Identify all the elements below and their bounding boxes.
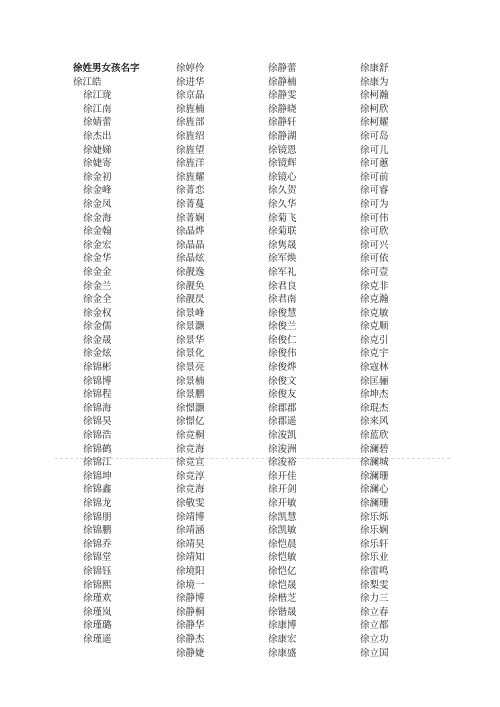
- name-entry: 徐匡骊: [360, 375, 389, 387]
- name-entry: 徐克宇: [360, 348, 389, 360]
- name-entry: 徐旌望: [176, 144, 205, 156]
- name-entry: 徐静蕾: [268, 63, 297, 74]
- name-entry: 徐金兰: [83, 280, 112, 292]
- name-entry: 徐景峰: [176, 307, 205, 319]
- name-entry: 徐澜心: [360, 484, 389, 496]
- name-entry: 徐锦浩: [83, 430, 112, 442]
- name-entry: 徐旌绍: [176, 130, 205, 142]
- name-entry: 徐锦龙: [83, 498, 112, 509]
- name-entry: 徐景灏: [176, 321, 205, 333]
- name-entry: 徐锦坤: [83, 470, 112, 482]
- name-entry: 徐景华: [176, 334, 205, 346]
- name-column-4: [360, 62, 389, 660]
- name-entry: 徐蓝欣: [360, 430, 389, 442]
- name-entry: 徐境阳: [176, 565, 205, 577]
- name-entry: 徐乐轩: [360, 538, 389, 550]
- name-entry: 徐靓逸: [176, 266, 205, 278]
- name-entry: 徐静轩: [268, 117, 297, 129]
- name-entry: 徐俊仁: [268, 334, 297, 346]
- name-entry: 徐菊联: [268, 226, 297, 238]
- name-entry: 徐锦昊: [83, 416, 112, 428]
- name-entry: 徐敬雯: [176, 498, 205, 509]
- name-entry: 徐克非: [360, 280, 389, 292]
- name-entry: 徐俊兰: [268, 321, 297, 333]
- name-entry: 徐可壹: [360, 266, 389, 278]
- name-entry: 徐金晟: [83, 334, 112, 346]
- name-entry: 徐俊文: [268, 375, 297, 387]
- name-entry: 徐静婕: [176, 647, 205, 659]
- name-entry: 徐旌耀: [176, 171, 205, 183]
- name-entry: 徐乐娴: [360, 525, 389, 537]
- name-entry: 徐京晶: [176, 90, 205, 102]
- name-entry: 徐军焕: [268, 253, 297, 265]
- name-entry: 徐琨杰: [360, 402, 389, 414]
- name-entry: 徐可依: [360, 253, 389, 265]
- name-entry: 徐康博: [268, 620, 297, 632]
- name-entry: 徐寇林: [360, 362, 389, 374]
- name-entry: 徐隽晟: [268, 239, 297, 251]
- name-entry: 徐恺敏: [268, 552, 297, 564]
- name-entry: 徐立功: [360, 633, 389, 645]
- name-entry: 徐锦钰: [83, 565, 112, 577]
- name-entry: 徐景鹏: [176, 389, 205, 401]
- name-entry: 徐金金: [83, 266, 112, 278]
- name-entry: 徐金海: [83, 212, 112, 224]
- name-entry: 徐锦朋: [83, 511, 112, 523]
- name-entry: 徐凯敏: [268, 525, 297, 537]
- name-entry: 徐恺亿: [268, 565, 297, 577]
- name-entry: 徐静桐: [176, 606, 205, 618]
- name-entry: 徐竞桐: [176, 430, 205, 442]
- name-entry: 徐锦博: [83, 375, 112, 387]
- name-entry: 徐来风: [360, 416, 389, 428]
- name-entry: 徐锦彬: [83, 362, 112, 374]
- name-entry: 徐力三: [360, 593, 389, 605]
- name-entry: 徐晶烨: [176, 226, 205, 238]
- name-entry: 徐金峰: [83, 185, 112, 197]
- name-entry: 徐俊慧: [268, 307, 297, 319]
- name-entry: 徐锦海: [83, 402, 112, 414]
- name-entry: 徐锦乔: [83, 538, 112, 550]
- name-entry: 徐靓奂: [176, 280, 205, 292]
- name-entry: 徐澜珊: [360, 470, 389, 482]
- name-entry: 徐金炫: [83, 348, 112, 360]
- name-entry: 徐菁恋: [176, 185, 205, 197]
- name-entry: 徐金全: [83, 294, 112, 306]
- name-column-3: [268, 62, 297, 660]
- name-entry: 徐可欣: [360, 226, 389, 238]
- name-entry: 徐立都: [360, 620, 389, 632]
- name-entry: 徐靖博: [176, 511, 205, 523]
- name-entry: 徐俊伟: [268, 348, 297, 360]
- name-entry: 徐金凤: [83, 198, 112, 210]
- name-entry: 徐镜辉: [268, 158, 297, 170]
- name-entry: 徐澜城: [360, 457, 389, 469]
- name-entry: 徐静华: [176, 620, 205, 632]
- name-entry: 徐瑾遥: [83, 633, 112, 645]
- name-entry: 徐金翰: [83, 226, 112, 238]
- name-entry: 徐菁娴: [176, 212, 205, 224]
- name-entry: 徐浚洲: [268, 443, 297, 455]
- name-entry: 徐婧蕾: [83, 117, 112, 129]
- name-entry: 徐菁蔓: [176, 198, 205, 210]
- name-entry: 徐锦鹏: [83, 525, 112, 537]
- name-entry: 徐克瀚: [360, 294, 389, 306]
- name-entry: 徐旌部: [176, 117, 205, 129]
- name-entry: 徐可岛: [360, 130, 389, 142]
- name-entry: 徐江南: [83, 103, 112, 115]
- name-entry: 徐可儿: [360, 144, 389, 156]
- name-entry: 徐锦江: [83, 457, 112, 469]
- name-entry: 徐军礼: [268, 266, 297, 278]
- name-entry: 徐立春: [360, 606, 389, 618]
- name-entry: 徐久华: [268, 198, 297, 210]
- name-entry: 徐江皓: [73, 76, 102, 88]
- name-entry: 徐澜碧: [360, 443, 389, 455]
- name-entry: 徐静雯: [268, 90, 297, 102]
- name-entry: 徐靖昊: [176, 538, 205, 550]
- name-entry: 徐金权: [83, 307, 112, 319]
- name-entry: 徐康舒: [360, 63, 389, 74]
- name-entry: 徐柯欣: [360, 103, 389, 115]
- name-entry: 徐久贺: [268, 185, 297, 197]
- name-entry: 徐景化: [176, 348, 205, 360]
- name-entry: 徐锦熙: [83, 579, 112, 591]
- name-entry: 徐开佳: [268, 470, 297, 482]
- name-entry: 徐镜心: [268, 171, 297, 183]
- name-entry: 徐憬灏: [176, 402, 205, 414]
- name-entry: 徐君南: [268, 294, 297, 306]
- name-entry: 徐菊飞: [268, 212, 297, 224]
- name-entry: 徐克顺: [360, 321, 389, 333]
- name-entry: 徐靓昃: [176, 294, 205, 306]
- name-entry: 徐瑾欢: [83, 593, 112, 605]
- name-entry: 徐可伟: [360, 212, 389, 224]
- name-entry: 徐澜珊: [360, 498, 389, 509]
- name-entry: 徐浚裕: [268, 457, 297, 469]
- name-entry: 徐金儒: [83, 321, 112, 333]
- name-entry: 徐郡遥: [268, 416, 297, 428]
- name-entry: 徐梨雯: [360, 579, 389, 591]
- name-entry: 徐金华: [83, 253, 112, 265]
- name-entry: 徐婷伶: [176, 63, 205, 74]
- name-entry: 徐开剑: [268, 484, 297, 496]
- name-entry: 徐靖知: [176, 552, 205, 564]
- name-entry: 徐坤杰: [360, 389, 389, 401]
- name-entry: 徐江珑: [83, 90, 112, 102]
- name-entry: 徐静杰: [176, 633, 205, 645]
- name-entry: 徐可睿: [360, 185, 389, 197]
- name-entry: 徐立国: [360, 647, 389, 659]
- name-entry: 徐可为: [360, 198, 389, 210]
- name-entry: 徐雷鸣: [360, 565, 389, 577]
- name-entry: 徐可兴: [360, 239, 389, 251]
- name-entry: 徐恺晟: [268, 579, 297, 591]
- name-entry: 徐俊友: [268, 389, 297, 401]
- name-entry: 徐君良: [268, 280, 297, 292]
- name-entry: 徐金宏: [83, 239, 112, 251]
- name-entry: 徐乐烁: [360, 511, 389, 523]
- name-entry: 徐晶炫: [176, 253, 205, 265]
- name-entry: 徐锦鹤: [83, 443, 112, 455]
- name-entry: 徐静楠: [268, 76, 297, 88]
- name-entry: 徐杰出: [83, 130, 112, 142]
- name-entry: 徐旌楠: [176, 103, 205, 115]
- name-entry: 徐进华: [176, 76, 205, 88]
- name-column-2: [176, 62, 205, 660]
- name-entry: 徐可蕙: [360, 158, 389, 170]
- name-entry: 徐开敏: [268, 498, 297, 509]
- name-entry: 徐俊烨: [268, 362, 297, 374]
- name-entry: 徐憬亿: [176, 416, 205, 428]
- name-entry: 徐康为: [360, 76, 389, 88]
- name-entry: 徐锴晟: [268, 606, 297, 618]
- name-entry: 徐景楠: [176, 375, 205, 387]
- name-entry: 徐柯耀: [360, 117, 389, 129]
- name-entry: 徐锦堂: [83, 552, 112, 564]
- name-entry: 徐竞海: [176, 443, 205, 455]
- name-entry: 徐静博: [176, 593, 205, 605]
- name-entry: 徐可前: [360, 171, 389, 183]
- name-entry: 徐克敏: [360, 307, 389, 319]
- name-entry: 徐婕娣: [83, 144, 112, 156]
- name-entry: 徐晶晶: [176, 239, 205, 251]
- name-entry: 徐柯瀚: [360, 90, 389, 102]
- name-entry: 徐竞海: [176, 484, 205, 496]
- name-entry: 徐浚凯: [268, 430, 297, 442]
- name-entry: 徐康宏: [268, 633, 297, 645]
- name-entry: 徐克引: [360, 334, 389, 346]
- name-entry: 徐静晓: [268, 103, 297, 115]
- name-entry: 徐锦鑫: [83, 484, 112, 496]
- name-entry: 徐靖涵: [176, 525, 205, 537]
- name-entry: 徐郡郡: [268, 402, 297, 414]
- name-entry: 徐锦程: [83, 389, 112, 401]
- document-title: 徐姓男女孩名字: [73, 63, 140, 74]
- name-entry: 徐凯慧: [268, 511, 297, 523]
- name-entry: 徐瑾岚: [83, 606, 112, 618]
- name-entry: 徐恺晨: [268, 538, 297, 550]
- name-entry: 徐镜恩: [268, 144, 297, 156]
- name-column-1: [73, 62, 140, 647]
- name-entry: 徐瑾璐: [83, 620, 112, 632]
- name-entry: 徐景亮: [176, 362, 205, 374]
- name-entry: 徐旌洋: [176, 158, 205, 170]
- name-entry: 徐楷芝: [268, 593, 297, 605]
- name-entry: 徐乐业: [360, 552, 389, 564]
- name-entry: 徐竞宣: [176, 457, 205, 469]
- name-entry: 徐竞淳: [176, 470, 205, 482]
- name-entry: 徐静湖: [268, 130, 297, 142]
- name-entry: 徐境一: [176, 579, 205, 591]
- name-entry: 徐康盛: [268, 647, 297, 659]
- name-entry: 徐金初: [83, 171, 112, 183]
- name-entry: 徐婕寄: [83, 158, 112, 170]
